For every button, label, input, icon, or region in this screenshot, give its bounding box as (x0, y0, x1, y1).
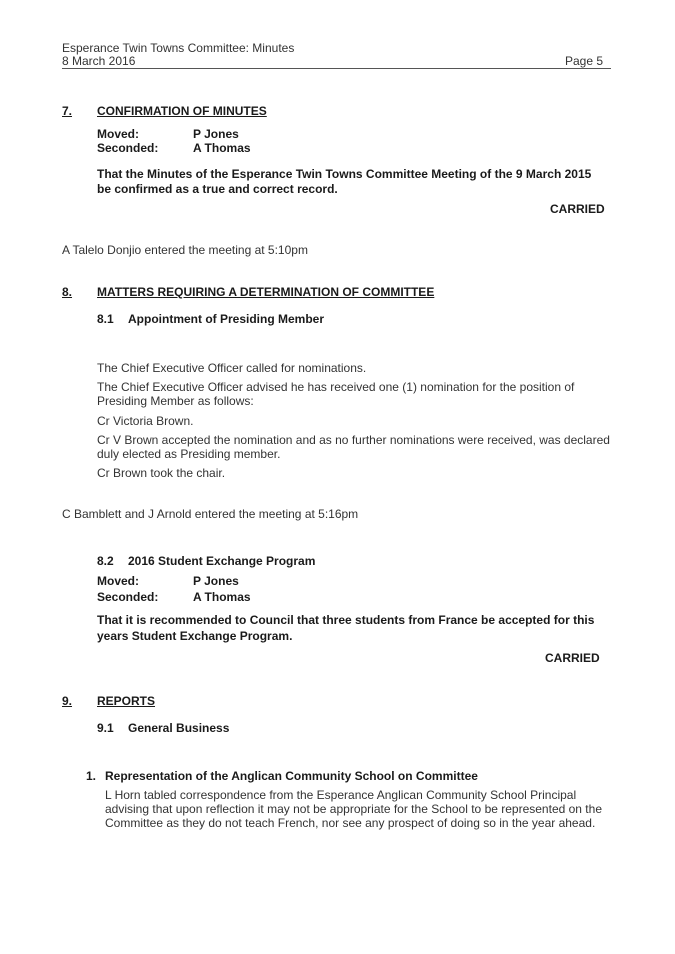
page-number: Page 5 (565, 54, 604, 68)
seconded-value: A Thomas (193, 141, 251, 155)
paragraph-line: L Horn tabled correspondence from the Esperance Anglican Community School Principal (105, 788, 577, 802)
subsection-9-1-title: General Business (128, 721, 230, 735)
motion-8-2-result: CARRIED (545, 651, 600, 665)
motion-8-2-line-1: That it is recommended to Council that three students from France be accepted for this (97, 613, 595, 627)
paragraph-nominee: Cr Victoria Brown. (97, 414, 194, 428)
seconded-label: Seconded: (97, 590, 159, 604)
document-title: Esperance Twin Towns Committee: Minutes (62, 41, 295, 55)
moved-value: P Jones (193, 574, 239, 588)
item-1-number: 1. (86, 769, 97, 783)
motion-7 (97, 167, 612, 197)
item-1-body (105, 788, 610, 830)
section-8-title: MATTERS REQUIRING A DETERMINATION OF COMMITTEE (97, 285, 435, 299)
moved-label: Moved: (97, 574, 139, 588)
section-8-number: 8. (62, 285, 73, 299)
paragraph-line: advising that upon reflection it may not be appropriate for the School to be represented on the (105, 802, 602, 816)
motion-8-2 (97, 612, 612, 644)
paragraph-took-chair: Cr Brown took the chair. (97, 466, 226, 480)
motion-7-line-2: be confirmed as a true and correct record. (97, 182, 338, 196)
item-1-title: Representation of the Anglican Community School on Committee (105, 769, 478, 783)
motion-8-2-line-2: years Student Exchange Program. (97, 629, 293, 643)
attendance-note-2: C Bamblett and J Arnold entered the meeting at 5:16pm (62, 507, 359, 521)
subsection-8-1-title: Appointment of Presiding Member (128, 312, 325, 326)
paragraph-line: The Chief Executive Officer advised he has received one (1) nomination for the position of (97, 380, 575, 394)
paragraph-elected (97, 433, 612, 461)
seconded-value: A Thomas (193, 590, 251, 604)
paragraph-nomination-received (97, 380, 612, 408)
meeting-date: 8 March 2016 (62, 54, 136, 68)
paragraph-nominations-called: The Chief Executive Officer called for nominations. (97, 361, 367, 375)
subsection-8-1-number: 8.1 (97, 312, 114, 326)
attendance-note-1: A Talelo Donjio entered the meeting at 5:10pm (62, 243, 308, 257)
section-7-number: 7. (62, 104, 73, 118)
section-9-title: REPORTS (97, 694, 156, 708)
paragraph-line: Committee as they do not teach French, nor see any prospect of doing so in the year ahead. (105, 816, 596, 830)
subsection-8-2-title: 2016 Student Exchange Program (128, 554, 316, 568)
moved-value: P Jones (193, 127, 239, 141)
motion-7-result: CARRIED (550, 202, 605, 216)
seconded-label: Seconded: (97, 141, 159, 155)
header-divider (62, 68, 611, 69)
section-7-title: CONFIRMATION OF MINUTES (97, 104, 267, 118)
motion-7-line-1: That the Minutes of the Esperance Twin Towns Committee Meeting of the 9 March 2015 (97, 167, 592, 181)
paragraph-line: duly elected as Presiding member. (97, 447, 281, 461)
moved-label: Moved: (97, 127, 139, 141)
subsection-9-1-number: 9.1 (97, 721, 114, 735)
section-9-number: 9. (62, 694, 73, 708)
subsection-8-2-number: 8.2 (97, 554, 114, 568)
paragraph-line: Presiding Member as follows: (97, 394, 254, 408)
paragraph-line: Cr V Brown accepted the nomination and as no further nominations were received, was declared (97, 433, 610, 447)
